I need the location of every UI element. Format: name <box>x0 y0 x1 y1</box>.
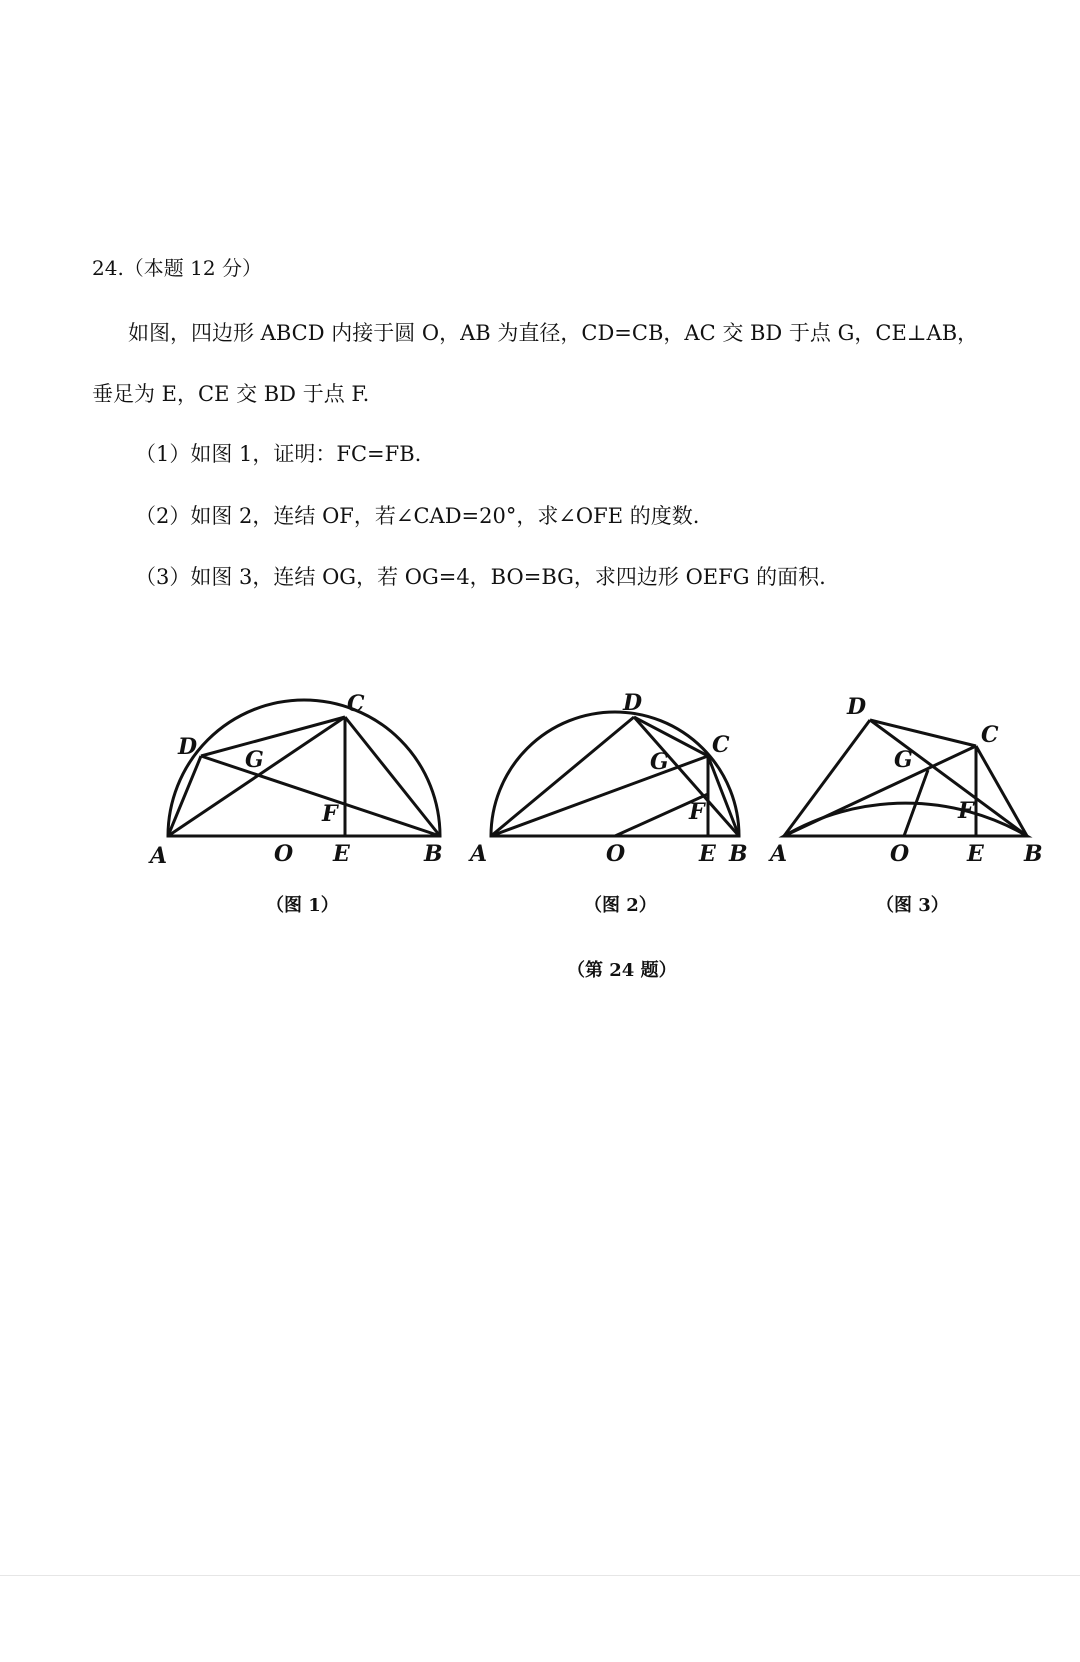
question-part-3: （3）如图 3，连结 OG，若 OG=4，BO=BG，求四边形 OEFG 的面积. <box>135 565 826 589</box>
figures-svg <box>0 680 1080 880</box>
fig1-line-dc <box>201 717 345 756</box>
fig2-label-a: A <box>470 841 488 867</box>
question-header: 24.（本题 12 分） <box>92 256 262 280</box>
fig2-label-b: B <box>729 841 748 867</box>
fig3-label-o: O <box>890 841 910 867</box>
fig1-label-b: B <box>424 841 443 867</box>
fig2-line-ad <box>491 717 634 836</box>
fig1-label-g: G <box>245 747 264 773</box>
fig3-label-c: C <box>981 722 999 748</box>
fig3-label-a: A <box>770 841 788 867</box>
fig3-label-g: G <box>894 747 913 773</box>
fig2-label-g: G <box>650 749 669 775</box>
fig1-line-db <box>201 756 440 836</box>
question-part-1: （1）如图 1，证明：FC=FB. <box>135 442 422 466</box>
fig1-label-c: C <box>347 691 365 717</box>
figure-1-caption: （图 1） <box>266 895 339 916</box>
fig2-label-e: E <box>699 841 716 867</box>
fig3-line-db <box>870 720 1027 836</box>
fig1-semicircle <box>168 700 440 836</box>
fig2-label-c: C <box>712 732 730 758</box>
fig3-line-ac <box>784 746 976 836</box>
figure-3 <box>768 694 1043 867</box>
fig3-line-ad <box>784 720 870 836</box>
question-body-line-1: 如图，四边形 ABCD 内接于圆 O，AB 为直径，CD=CB，AC 交 BD 于点 G，CE⊥AB， <box>128 321 979 345</box>
figure-1 <box>148 691 443 869</box>
question-part-2: （2）如图 2，连结 OF，若∠CAD=20°，求∠OFE 的度数. <box>135 504 700 528</box>
fig2-line-dc <box>634 717 708 756</box>
fig3-label-e: E <box>967 841 984 867</box>
fig2-line-ac <box>491 756 708 836</box>
fig1-label-f: F <box>322 801 338 827</box>
fig2-line-cb <box>708 756 739 836</box>
fig2-label-o: O <box>606 841 626 867</box>
bottom-divider <box>0 1575 1080 1576</box>
figure-2 <box>468 690 748 867</box>
fig2-label-f: F <box>689 799 705 825</box>
fig3-label-f: F <box>958 798 974 824</box>
fig1-label-a: A <box>150 843 168 869</box>
fig3-label-b: B <box>1024 841 1043 867</box>
figure-3-caption: （图 3） <box>876 895 949 916</box>
fig3-label-d: D <box>847 694 867 720</box>
figure-group-caption: （第 24 题） <box>567 960 677 981</box>
question-body-line-2: 垂足为 E，CE 交 BD 于点 F. <box>92 382 370 406</box>
fig1-label-d: D <box>178 734 198 760</box>
fig1-label-o: O <box>274 841 294 867</box>
figure-2-caption: （图 2） <box>584 895 657 916</box>
fig2-label-d: D <box>623 690 643 716</box>
fig1-label-e: E <box>333 841 350 867</box>
